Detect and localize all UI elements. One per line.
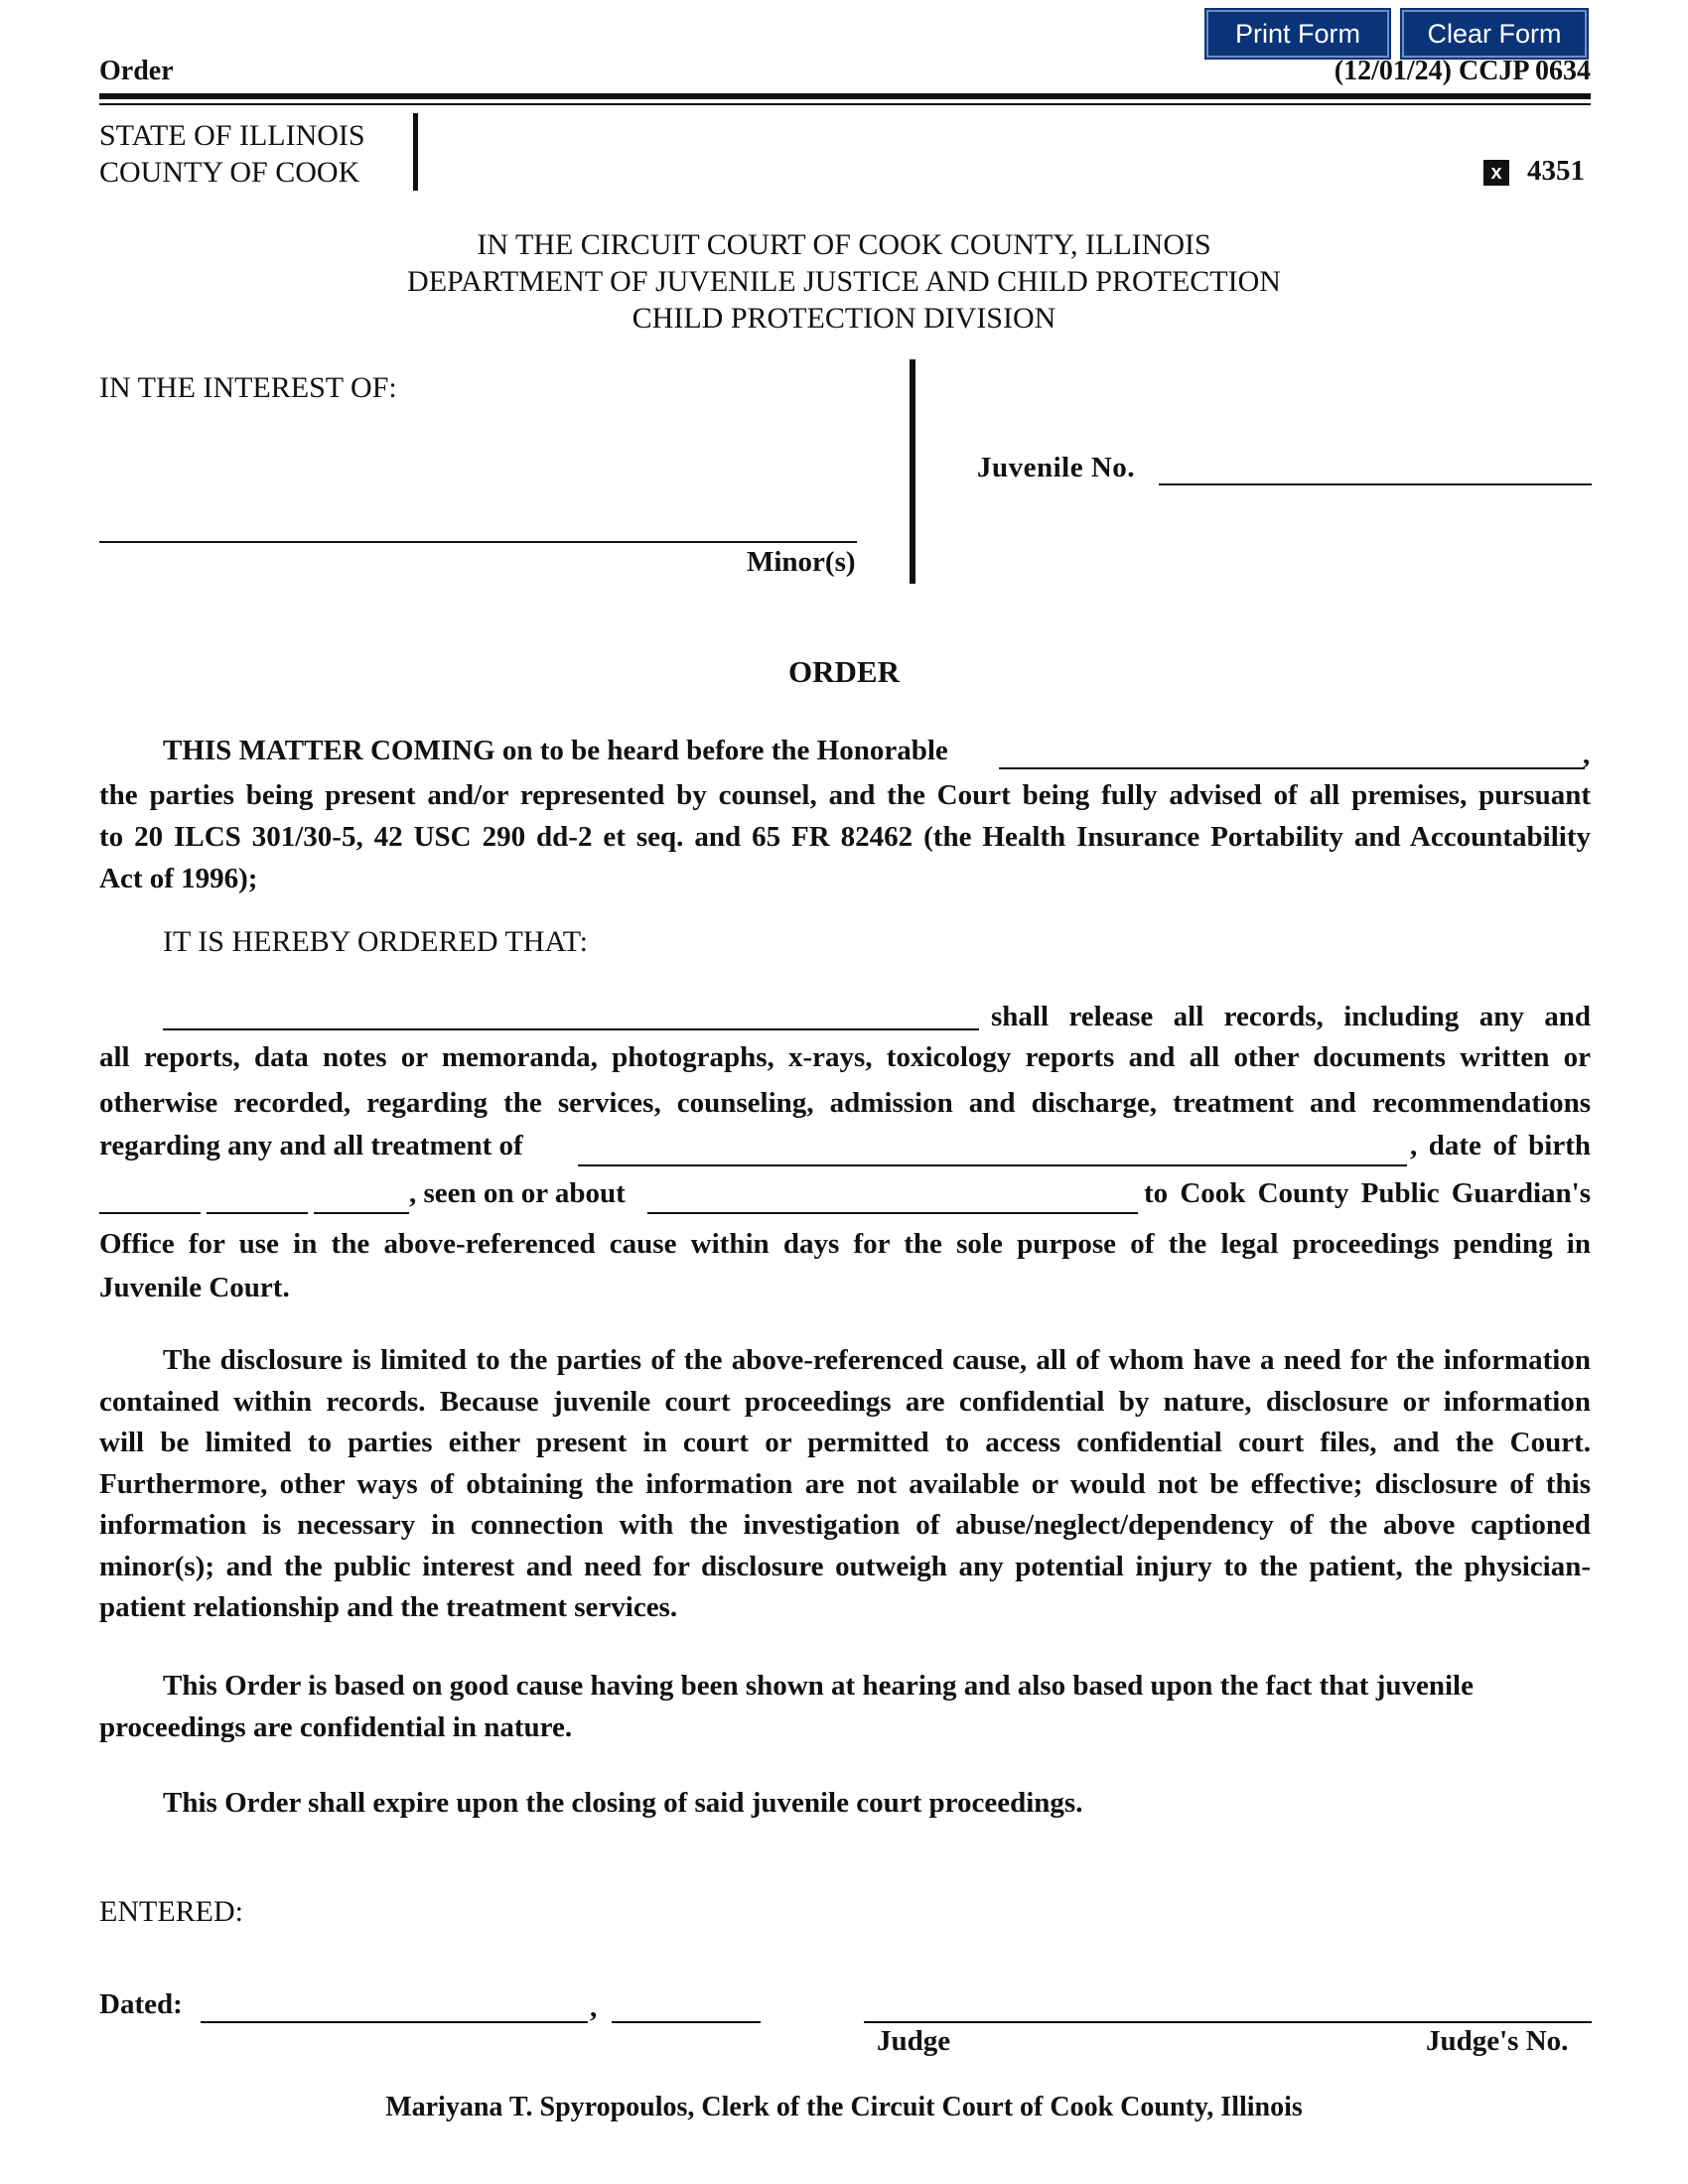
- juvenile-no-label: Juvenile No.: [977, 452, 1136, 483]
- p3-line: information is necessary in connection with the investigation of abuse/neglect/dependency of the above captioned: [99, 1509, 1591, 1541]
- p1-line: to 20 ILCS 301/30-5, 42 USC 290 dd-2 et seq. and 65 FR 82462 (the Health Insurance Portability and Accountability: [99, 821, 1591, 853]
- minor-name-field[interactable]: [99, 541, 857, 543]
- entered-label: ENTERED:: [99, 1895, 243, 1928]
- p3-line: Furthermore, other ways of obtaining the information are not available or would not be effective; disclosure of this: [99, 1467, 1591, 1500]
- dob-year-field[interactable]: [314, 1212, 409, 1214]
- p3-line: minor(s); and the public interest and need for disclosure outweigh any potential injury to the patient, the physician-: [99, 1550, 1591, 1582]
- judge-no-label: Judge's No.: [1426, 2025, 1569, 2057]
- form-code: (12/01/24) CCJP 0634: [1334, 56, 1591, 86]
- clerk-footer: Mariyana T. Spyropoulos, Clerk of the Circuit Court of Cook County, Illinois: [385, 2092, 1303, 2122]
- order-title: ORDER: [788, 654, 900, 689]
- jurisdiction-block: [99, 117, 365, 191]
- clear-form-button[interactable]: Clear Form: [1402, 10, 1587, 58]
- p1-body: [99, 774, 1591, 899]
- court-heading-line3: CHILD PROTECTION DIVISION: [632, 302, 1056, 335]
- state-label: STATE OF ILLINOIS: [99, 119, 365, 152]
- dob-day-field[interactable]: [207, 1212, 308, 1214]
- p4-line1: This Order is based on good cause having been shown at hearing and also based upon the fact that juvenile: [163, 1670, 1474, 1702]
- dated-year-field[interactable]: [612, 2021, 761, 2023]
- dated-month-day-field[interactable]: [201, 2021, 588, 2023]
- p4-line2: proceedings are confidential in nature.: [99, 1711, 573, 1743]
- p2-release: shall release all records, including any and: [991, 1001, 1591, 1032]
- p2-line2: all reports, data notes or memoranda, photographs, x-rays, toxicology reports and all other documents written or: [99, 1041, 1591, 1073]
- p1-comma: ,: [1583, 739, 1591, 770]
- minor-label: Minor(s): [747, 546, 856, 578]
- dob-month-field[interactable]: [99, 1212, 201, 1214]
- p2-dob-label: , date of birth: [1410, 1130, 1591, 1161]
- honorable-judge-field[interactable]: [999, 767, 1585, 769]
- p2-line6: Office for use in the above-referenced cause within days for the sole purpose of the legal proceedings pending in: [99, 1228, 1591, 1260]
- judge-signature-field[interactable]: [864, 2021, 1592, 2023]
- p2-to-label: to Cook County Public Guardian's: [1144, 1177, 1591, 1209]
- court-heading: [0, 226, 1688, 337]
- county-label: COUNTY OF COOK: [99, 156, 360, 189]
- p2-seen-label: , seen on or about: [409, 1177, 626, 1209]
- p1-lead: THIS MATTER COMING on to be heard before the Honorable: [163, 735, 948, 766]
- print-form-button[interactable]: Print Form: [1206, 10, 1389, 58]
- case-code-checkbox[interactable]: x: [1483, 160, 1509, 186]
- header-rule-thin: [99, 103, 1591, 105]
- p3-line: patient relationship and the treatment services.: [99, 1591, 678, 1623]
- p2-line3: otherwise recorded, regarding the services, counseling, admission and discharge, treatment and recommendations: [99, 1087, 1591, 1119]
- p3-line: will be limited to parties either present in court or permitted to access confidential court files, and the Court.: [99, 1427, 1591, 1458]
- p2-line7: Juvenile Court.: [99, 1272, 290, 1303]
- p3-line: contained within records. Because juvenile court proceedings are confidential by nature, disclosure or information: [99, 1385, 1591, 1418]
- juvenile-no-field[interactable]: [1159, 483, 1592, 485]
- court-heading-line1: IN THE CIRCUIT COURT OF COOK COUNTY, ILLINOIS: [477, 228, 1211, 261]
- seen-date-field[interactable]: [647, 1212, 1138, 1214]
- form-type-label: Order: [99, 56, 174, 86]
- dated-label: Dated:: [99, 1988, 183, 2020]
- interest-of-label: IN THE INTEREST OF:: [99, 371, 397, 404]
- p2-treatment-label: regarding any and all treatment of: [99, 1130, 523, 1161]
- caption-divider: [910, 359, 915, 584]
- p5: This Order shall expire upon the closing of said juvenile court proceedings.: [163, 1787, 1083, 1819]
- header-rule-thick: [99, 93, 1591, 99]
- p3-body: [99, 1340, 1591, 1629]
- jurisdiction-divider: [413, 113, 418, 191]
- judge-label: Judge: [877, 2025, 951, 2057]
- ordered-heading: IT IS HEREBY ORDERED THAT:: [163, 925, 588, 958]
- p1-line: the parties being present and/or represented by counsel, and the Court being fully advised of all premises, pursuant: [99, 779, 1591, 811]
- p3-line: The disclosure is limited to the parties of the above-referenced cause, all of whom have a need for the information: [163, 1344, 1591, 1376]
- case-code-value: 4351: [1527, 155, 1585, 187]
- court-heading-line2: DEPARTMENT OF JUVENILE JUSTICE AND CHILD PROTECTION: [407, 265, 1281, 298]
- dated-comma: ,: [590, 1991, 598, 2023]
- patient-name-field[interactable]: [578, 1164, 1407, 1166]
- provider-name-field[interactable]: [163, 1028, 979, 1030]
- p1-line: Act of 1996);: [99, 863, 258, 894]
